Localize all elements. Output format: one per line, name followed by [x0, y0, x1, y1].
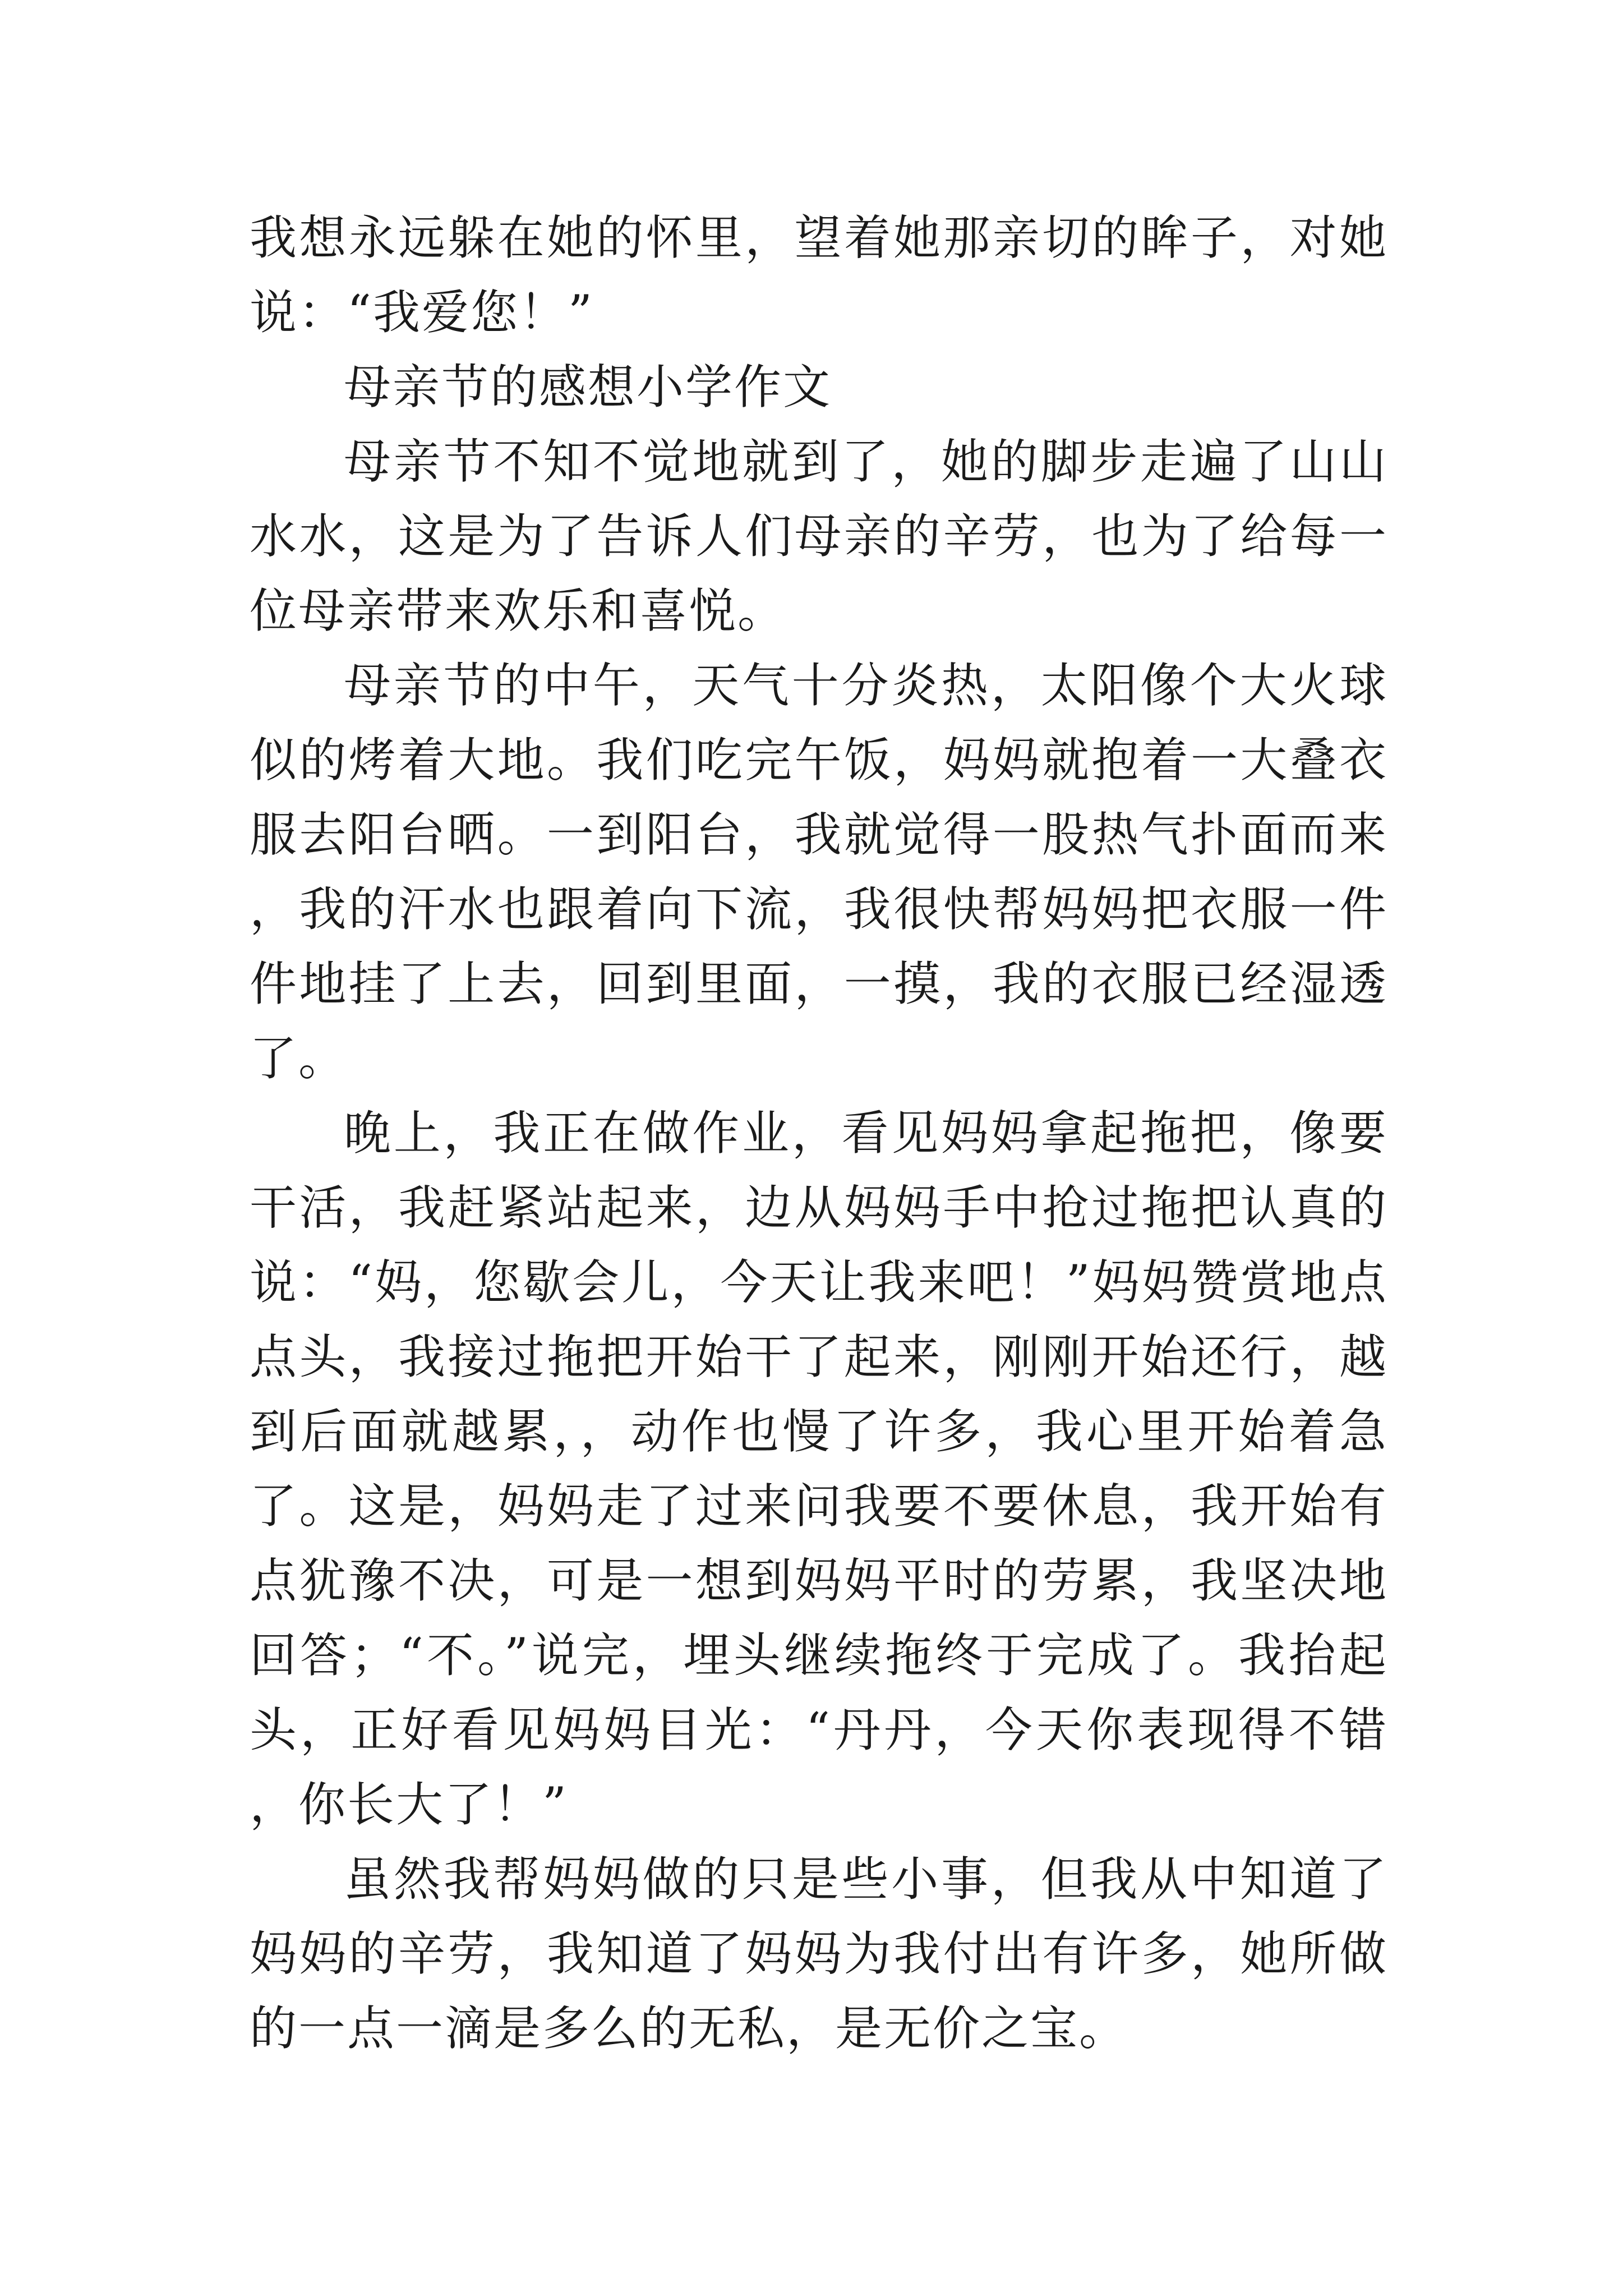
paragraph-1: 母亲节不知不觉地就到了，她的脚步走遍了山山水水，这是为了告诉人们母亲的辛劳，也为了给每一位母亲带来欢乐和喜悦。 — [250, 434, 1388, 638]
paragraph-2: 母亲节的中午，天气十分炎热，太阳像个大火球似的烤着大地。我们吃完午饭，妈妈就抱着一大叠衣服去阳台晒。一到阳台，我就觉得一股热气扑面而来，我的汗水也跟着向下流，我很快帮妈妈把衣服一件件地挂了上去，回到里面，一摸，我的衣服已经湿透了。 — [250, 658, 1388, 1086]
paragraph-4: 虽然我帮妈妈做的只是些小事，但我从中知道了妈妈的辛劳，我知道了妈妈为我付出有许多，她所做的一点一滴是多么的无私，是无价之宝。 — [250, 1852, 1388, 2056]
paragraph-3: 晚上，我正在做作业，看见妈妈拿起拖把，像要干活，我赶紧站起来，边从妈妈手中抢过拖把认真的说：“妈，您歇会儿，今天让我来吧！”妈妈赞赏地点点头，我接过拖把开始干了起来，刚刚开始还行，越到后面就越累，，动作也慢了许多，我心里开始着急了。这是，妈妈走了过来问我要不要休息，我开始有点犹豫不决，可是一想到妈妈平时的劳累，我坚决地回答；“不。”说完，埋头继续拖终于完成了。我抬起头，正好看见妈妈目光：“丹丹，今天你表现得不错，你长大了！” — [250, 1106, 1388, 1832]
opening-paragraph: 我想永远躲在她的怀里，望着她那亲切的眸子，对她说：“我爱您！” — [250, 210, 1388, 340]
document-body — [250, 201, 1388, 2066]
essay-title: 母亲节的感想小学作文 — [344, 360, 832, 415]
